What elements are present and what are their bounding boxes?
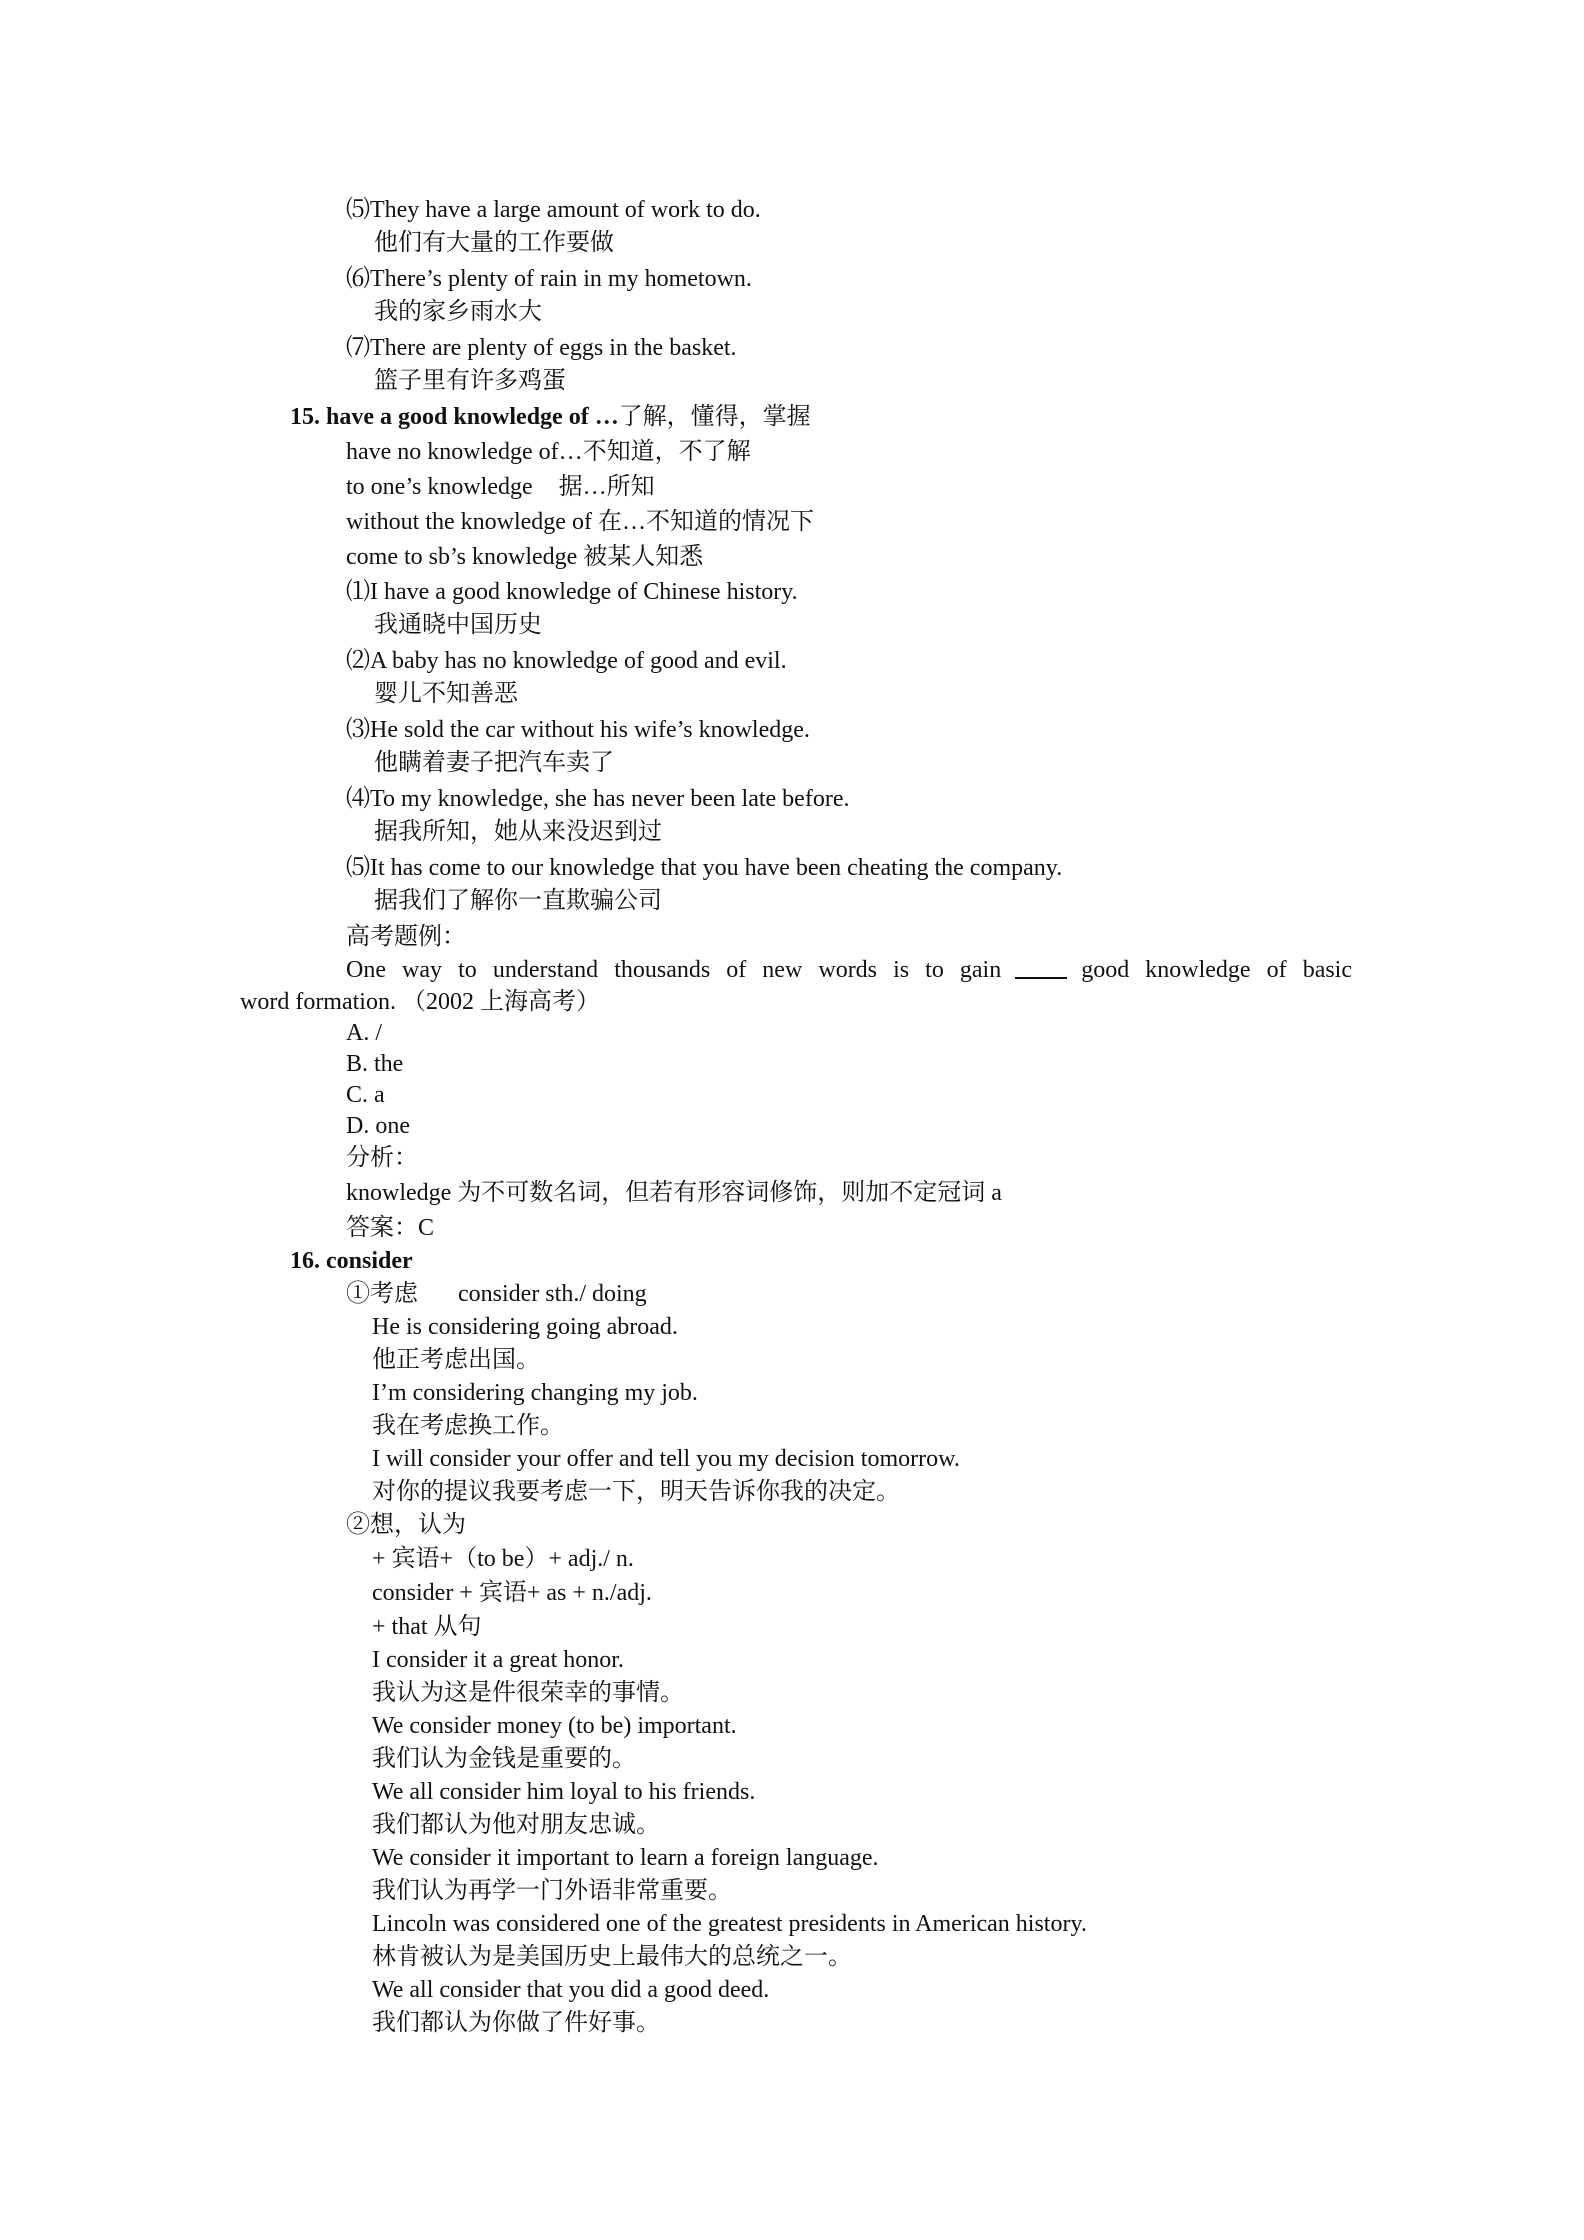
sense-pattern: consider sth./ doing [458,1281,647,1307]
sense-label: ①考虑 [346,1281,418,1307]
translation-line: 我们认为再学一门外语非常重要。 [372,1878,732,1904]
example-line: ⑴I have a good knowledge of Chinese history. [346,579,798,605]
section-title: 15. have a good knowledge of … [290,404,619,430]
translation-line: 婴儿不知善恶 [374,681,518,707]
phrase-line: without the knowledge of 在…不知道的情况下 [346,509,814,535]
phrase: to one’s knowledge [346,474,533,500]
example-line: I’m considering changing my job. [372,1380,698,1406]
phrase-line: come to sb’s knowledge 被某人知悉 [346,544,704,570]
example-line: I consider it a great honor. [372,1647,624,1673]
section-meaning: 了解，懂得，掌握 [618,404,811,430]
translation-line: 据我们了解你一直欺骗公司 [374,888,662,914]
option-d: D. one [346,1113,410,1139]
translation-line: 我通晓中国历史 [374,612,542,638]
answer-blank [1015,955,1067,979]
example-line: ⑵A baby has no knowledge of good and evil. [346,648,787,674]
analysis-label: 分析： [346,1145,418,1171]
option-b: B. the [346,1051,404,1077]
sense-label: ②想，认为 [346,1512,466,1538]
translation-line: 我的家乡雨水大 [374,299,542,325]
example-line: ⑸It has come to our knowledge that you have been cheating the company. [346,855,1063,881]
phrase-line [346,471,655,503]
pattern-line: + 宾语+（to be）+ adj./ n. [372,1546,634,1572]
exam-question [346,954,1352,986]
option-a: A. / [346,1020,382,1046]
translation-line: 据我所知，她从来没迟到过 [374,819,662,845]
section-heading-16: 16. consider [290,1248,413,1274]
translation-line: 林肯被认为是美国历史上最伟大的总统之一。 [372,1944,852,1970]
example-line: ⑹There’s plenty of rain in my hometown. [346,266,752,292]
translation-line: 他瞒着妻子把汽车卖了 [374,750,614,776]
phrase-line: have no knowledge of…不知道，不了解 [346,439,751,465]
translation-line: 篮子里有许多鸡蛋 [374,368,566,394]
translation-line: 我们都认为他对朋友忠诚。 [372,1812,660,1838]
translation-line: 他们有大量的工作要做 [374,230,614,256]
translation-line: 我在考虑换工作。 [372,1413,564,1439]
example-line: I will consider your offer and tell you my decision tomorrow. [372,1446,960,1472]
translation-line: 我认为这是件很荣幸的事情。 [372,1680,684,1706]
translation-line: 我们认为金钱是重要的。 [372,1746,636,1772]
translation-line: 我们都认为你做了件好事。 [372,2010,660,2036]
example-line: We all consider that you did a good deed. [372,1977,770,2003]
example-line: Lincoln was considered one of the greatest presidents in American history. [372,1911,1087,1937]
question-text-part2: good knowledge of basic [1081,957,1352,983]
analysis-text: knowledge 为不可数名词，但若有形容词修饰，则加不定冠词 a [346,1180,1002,1206]
example-line: He is considering going abroad. [372,1314,678,1340]
example-line: ⑸They have a large amount of work to do. [346,197,761,223]
example-line: We consider it important to learn a foreign language. [372,1845,879,1871]
translation-line: 对你的提议我要考虑一下，明天告诉你我的决定。 [372,1479,900,1505]
section-heading-15 [290,401,811,433]
answer-text: 答案：C [346,1215,435,1241]
example-line: We consider money (to be) important. [372,1713,737,1739]
example-line: ⑺There are plenty of eggs in the basket. [346,335,737,361]
example-line: We all consider him loyal to his friends. [372,1779,756,1805]
sense-line [346,1278,647,1310]
exam-question-continued: word formation. （2002 上海高考） [240,989,600,1015]
example-line: ⑶He sold the car without his wife’s knowledge. [346,717,810,743]
pattern-line: consider + 宾语+ as + n./adj. [372,1580,652,1606]
translation-line: 他正考虑出国。 [372,1347,540,1373]
option-c: C. a [346,1082,385,1108]
exam-label: 高考题例： [346,924,466,950]
example-line: ⑷To my knowledge, she has never been late before. [346,786,850,812]
question-text-part1: One way to understand thousands of new words is to gain [346,957,1002,983]
pattern-line: + that 从句 [372,1614,482,1640]
phrase-meaning: 据…所知 [558,474,655,500]
